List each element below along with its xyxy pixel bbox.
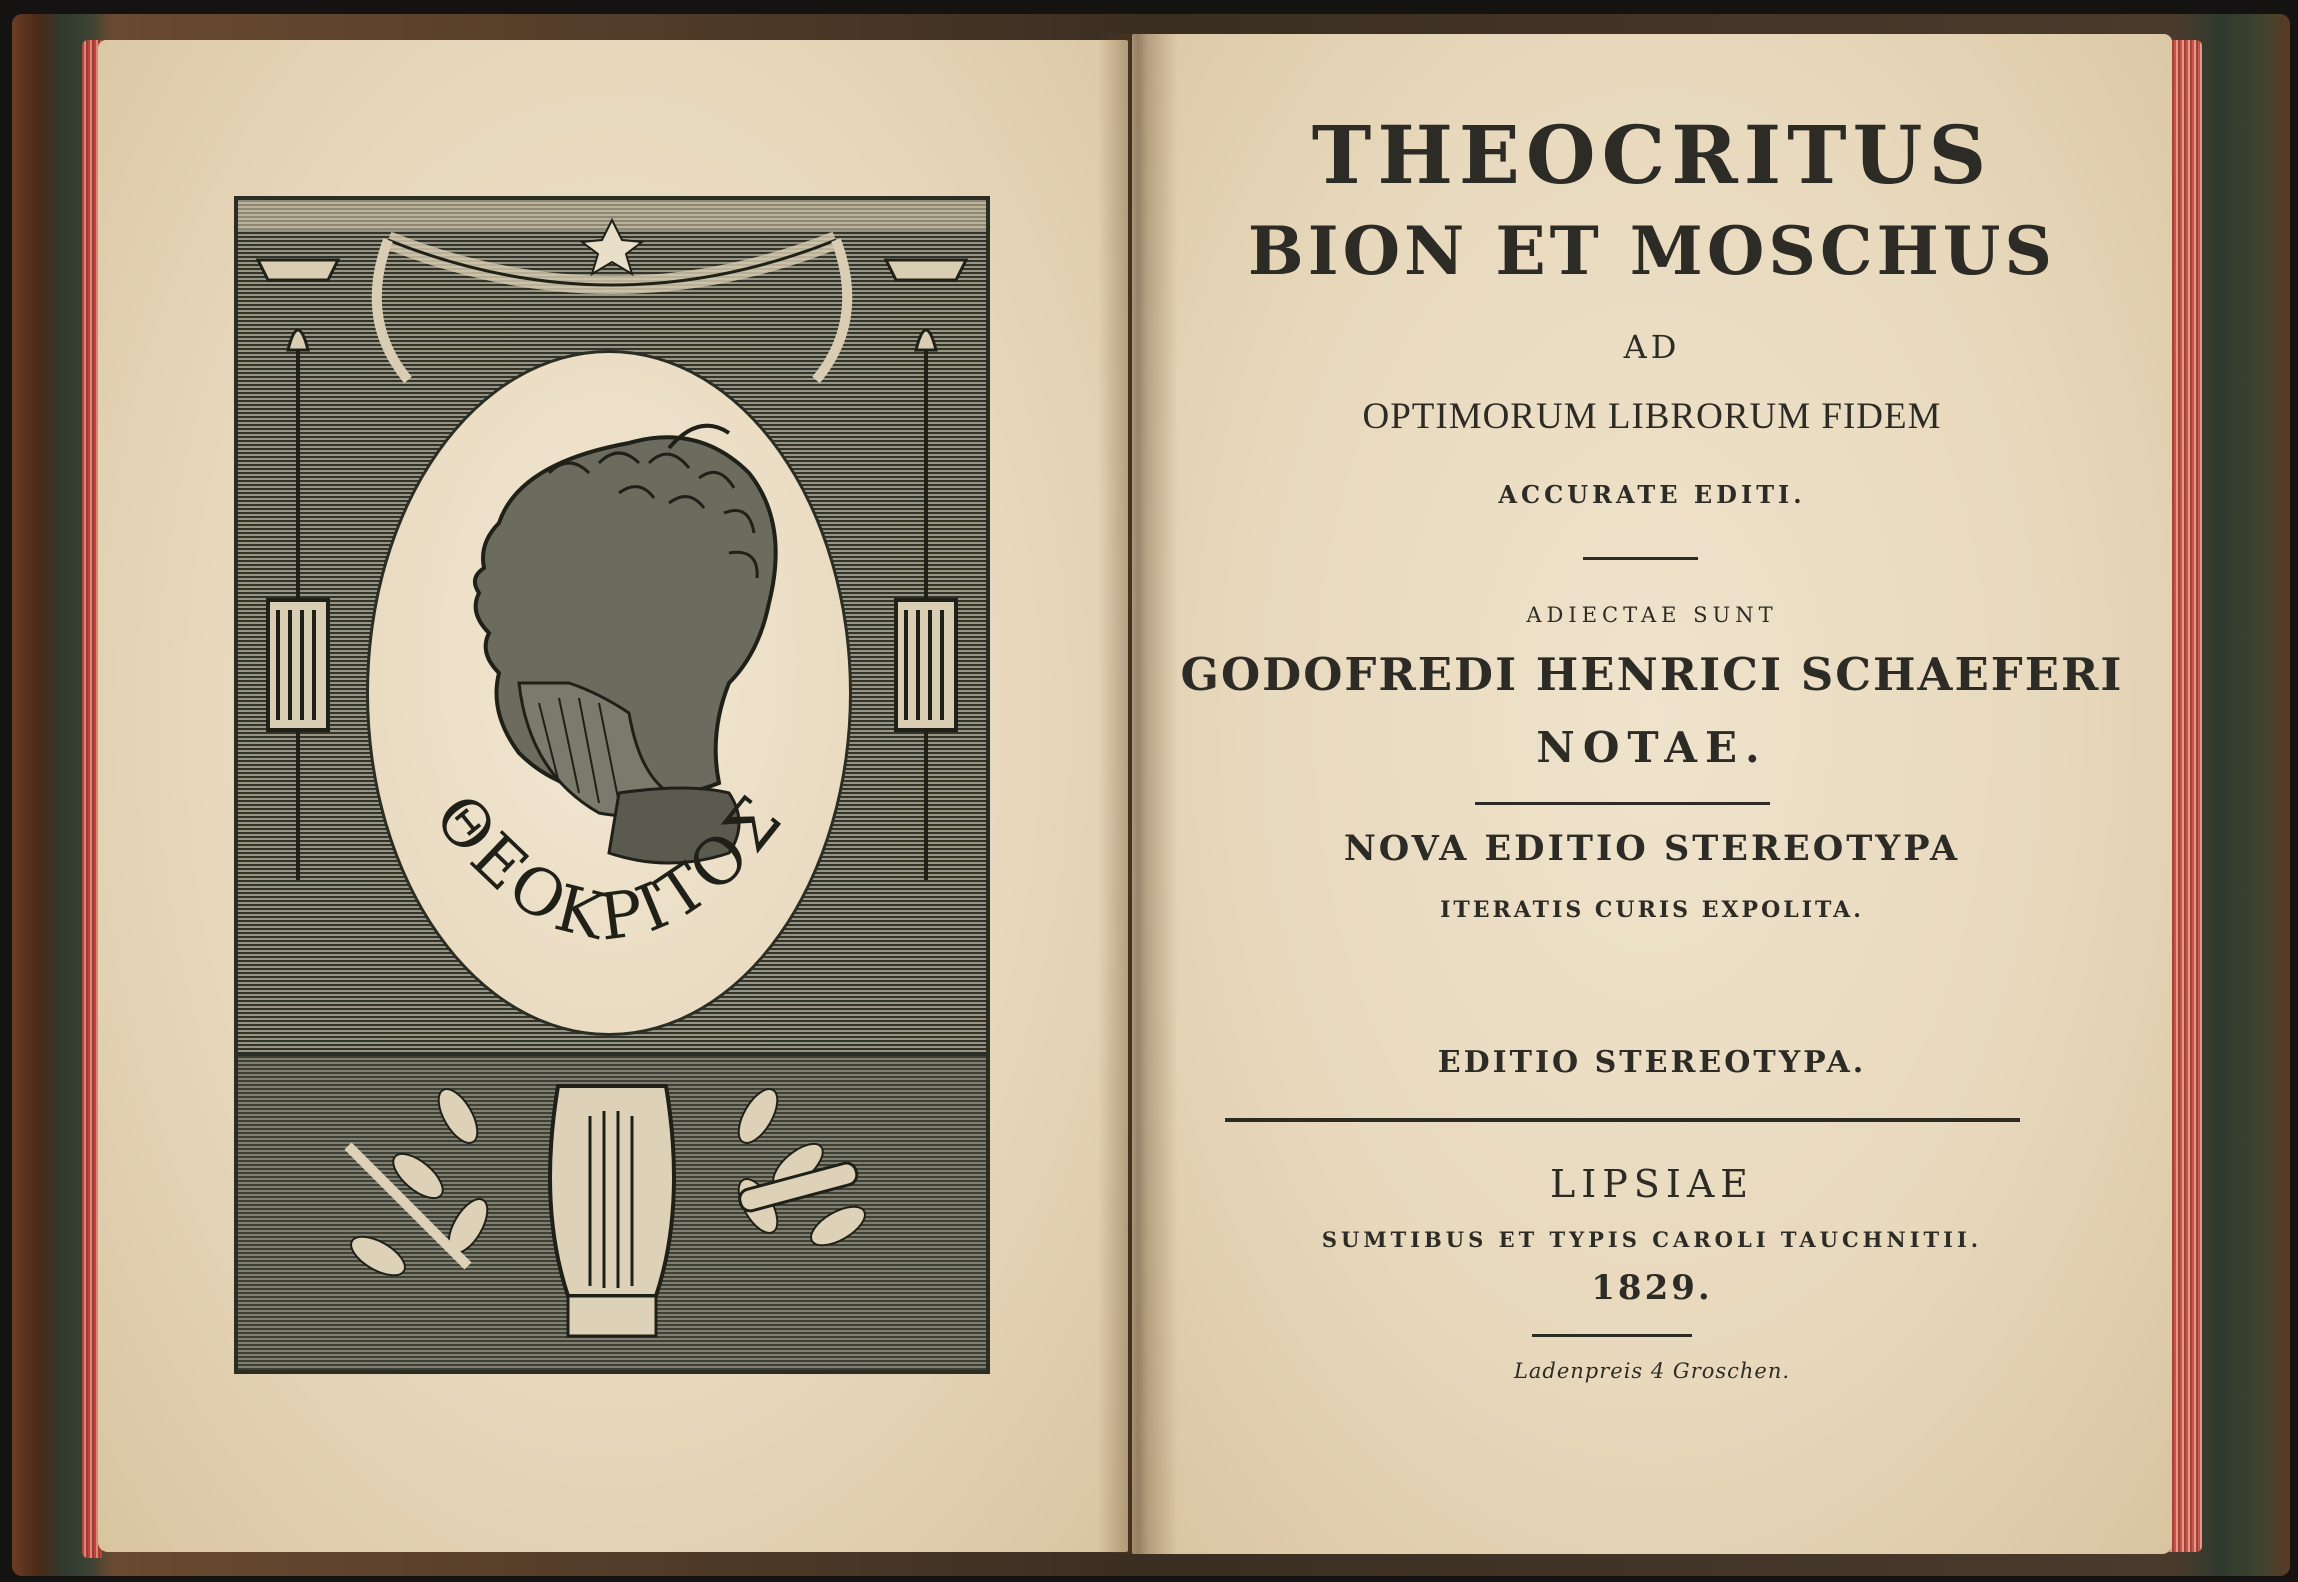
- greek-name-arc: [369, 353, 849, 1033]
- imprint-year: 1829.: [1591, 1268, 1713, 1308]
- subtitle: BION ET MOSCHUS: [1247, 212, 2057, 290]
- rule-4: [1532, 1334, 1692, 1337]
- engraving-divider: [238, 1052, 986, 1056]
- greek-name: ΘΕΟΚΡΙΤΟΣ: [419, 780, 799, 956]
- frontispiece-engraving: [234, 196, 990, 1374]
- svg-text:ΘΕΟΚΡΙΤΟΣ: [419, 781, 798, 956]
- title-adiectae: ADIECTAE SUNT: [1526, 603, 1778, 627]
- title-fidem: OPTIMORUM LIBRORUM FIDEM: [1362, 396, 1942, 437]
- imprint-publisher: SUMTIBUS ET TYPIS CAROLI TAUCHNITII.: [1321, 1227, 1983, 1252]
- title-ad: AD: [1623, 328, 1681, 366]
- title-notae: NOTAE.: [1536, 723, 1768, 772]
- rule-2: [1475, 802, 1770, 805]
- editor-name: GODOFREDI HENRICI SCHAEFERI: [1180, 648, 2124, 701]
- rule-3: [1225, 1118, 2020, 1122]
- title-accurate: ACCURATE EDITI.: [1498, 480, 1806, 509]
- rule-1: [1583, 557, 1698, 560]
- title: THEOCRITUS: [1311, 108, 1993, 202]
- portrait-oval: [366, 350, 852, 1036]
- title-iteratis: ITERATIS CURIS EXPOLITA.: [1440, 897, 1864, 923]
- title-editio: EDITIO STEREOTYPA.: [1437, 1045, 1867, 1080]
- price-note: Ladenpreis 4 Groschen.: [1513, 1359, 1791, 1383]
- right-page-edges: [2168, 40, 2202, 1552]
- imprint-city: LIPSIAE: [1549, 1162, 1755, 1206]
- title-nova-editio: NOVA EDITIO STEREOTYPA: [1343, 828, 1961, 869]
